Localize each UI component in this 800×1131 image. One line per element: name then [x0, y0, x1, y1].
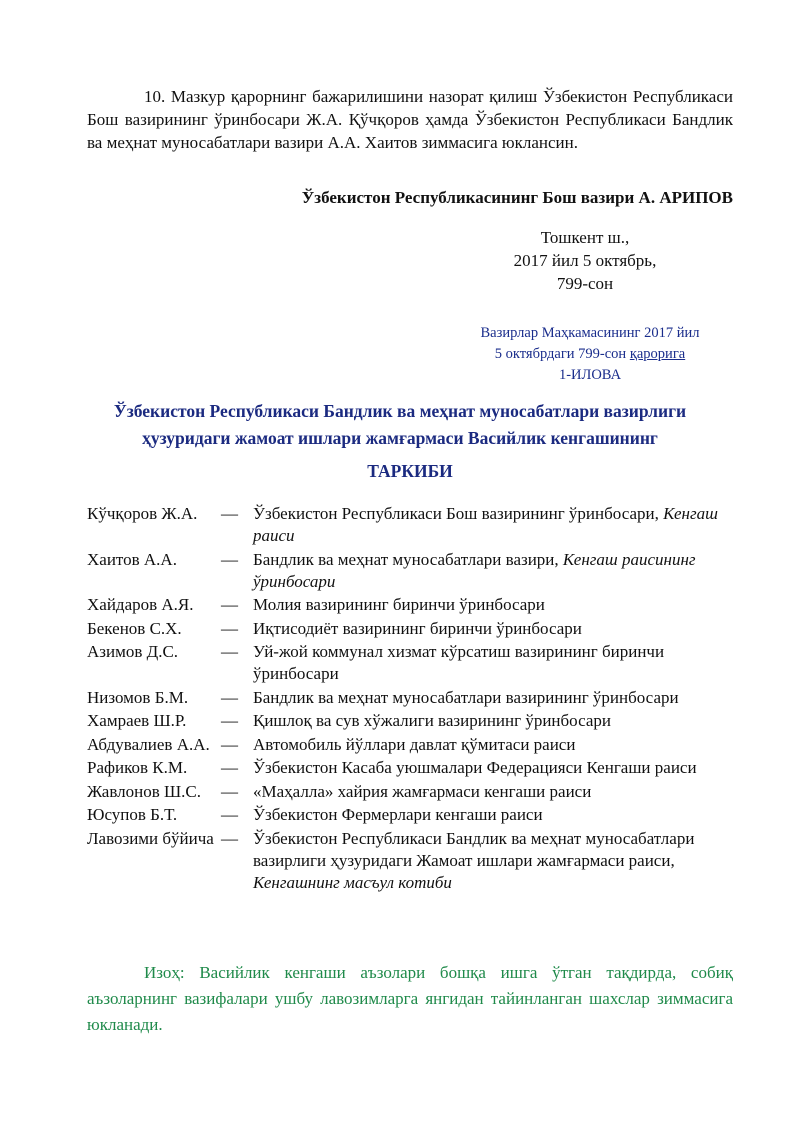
member-row: [87, 781, 733, 803]
annex-line-2-prefix: 5 октябрдаги 799-сон: [494, 346, 630, 362]
position-text: Ўзбекистон Республикаси Бош вазирининг ўринбосари,: [253, 504, 659, 523]
footnote: [87, 960, 733, 1038]
member-position: [253, 503, 733, 547]
decree-link[interactable]: қарорига: [629, 346, 686, 362]
member-name: Рафиков К.М.: [87, 758, 188, 777]
member-row: [87, 828, 733, 894]
member-name: Хайдаров А.Я.: [87, 595, 194, 614]
annex-header: [430, 323, 750, 386]
footnote-text: Изоҳ: Васийлик кенгаши аъзолари бошқа ишга ўтган тақдирда, собиқ аъзоларнинг вазифалари ушбу лавозимларга янгидан тайинланган шахслар зиммасига юкланади.: [87, 963, 733, 1034]
member-dash: —: [221, 781, 238, 801]
member-row: [87, 710, 733, 732]
member-position: Бандлик ва меҳнат муносабатлари вазирининг ўринбосари: [253, 687, 679, 707]
member-name: Кўчқоров Ж.А.: [87, 504, 198, 523]
member-dash: —: [221, 642, 238, 661]
document-subtitle: ТАРКИБИ: [367, 461, 453, 481]
member-position: «Маҳалла» хайрия жамғармаси кенгаши раиси: [253, 781, 592, 801]
annex-line-3: 1-ИЛОВА: [558, 367, 622, 383]
member-row: [87, 641, 733, 685]
member-name: Хамраев Ш.Р.: [87, 711, 187, 730]
annex-line-2: [430, 344, 750, 365]
title-line-1: Ўзбекистон Республикаси Бандлик ва меҳнат муносабатлари вазирлиги: [113, 401, 687, 421]
member-name: Низомов Б.М.: [87, 687, 189, 707]
date-line: 2017 йил 5 октябрь,: [513, 251, 657, 270]
member-name: Жавлонов Ш.С.: [87, 781, 202, 801]
signature-line: Ўзбекистон Республикасининг Бош вазири А. АРИПОВ: [301, 188, 733, 207]
member-position: [253, 549, 733, 593]
member-position: Молия вазирининг биринчи ўринбосари: [253, 595, 545, 614]
position-text: Ўзбекистон Республикаси Бандлик ва меҳнат муносабатлари вазирлиги ҳузуридаги Жамоат ишлари жамғармаси раиси,: [253, 828, 695, 870]
member-row: [87, 734, 733, 756]
role-text: Кенгаш раисининг ўринбосари: [253, 549, 696, 591]
document-title: [60, 398, 740, 452]
member-row: [87, 594, 733, 616]
paragraph-10: [87, 85, 733, 154]
member-position: [253, 828, 733, 894]
role-text: Кенгаш раиси: [253, 504, 718, 545]
member-position: Иқтисодиёт вазирининг биринчи ўринбосари: [253, 618, 582, 638]
member-dash: —: [221, 758, 238, 777]
number-line: 799-сон: [556, 274, 614, 293]
member-dash: —: [221, 687, 238, 707]
member-position: Ўзбекистон Касаба уюшмалари Федерацияси Кенгаши раиси: [253, 758, 697, 777]
paragraph-10-text: 10. Мазкур қарорнинг бажарилишини назорат қилиш Ўзбекистон Республикаси Бош вазирининг ўринбосари Ж.А. Қўчқоров ҳамда Ўзбекистон Республикаси Бандлик ва меҳнат муносабатлари вазири А.А. Хаитов зиммасига юклансин.: [87, 87, 733, 152]
member-row: [87, 549, 733, 593]
member-row: [87, 804, 733, 826]
member-position: Қишлоқ ва сув хўжалиги вазирининг ўринбосари: [253, 711, 611, 730]
place-date-block: [470, 226, 700, 295]
title-line-2: ҳузуридаги жамоат ишлари жамғармаси Васийлик кенгашининг: [142, 428, 658, 448]
member-dash: —: [221, 504, 238, 523]
member-name: Хаитов А.А.: [87, 549, 177, 569]
member-name: Абдувалиев А.А.: [87, 734, 210, 754]
member-position: Автомобиль йўллари давлат қўмитаси раиси: [253, 734, 576, 754]
member-dash: —: [221, 595, 238, 614]
members-list: [87, 503, 733, 895]
member-dash: —: [221, 734, 238, 754]
member-row: [87, 503, 733, 547]
member-position: Уй-жой коммунал хизмат кўрсатиш вазирининг биринчи ўринбосари: [253, 642, 665, 683]
member-name: Бекенов С.Х.: [87, 618, 182, 638]
member-row: [87, 757, 733, 779]
member-dash: —: [221, 549, 238, 569]
member-dash: —: [221, 828, 238, 848]
place-line: Тошкент ш.,: [540, 228, 630, 247]
position-text: Бандлик ва меҳнат муносабатлари вазири,: [253, 549, 559, 569]
member-name: Лавозими бўйича: [87, 828, 214, 848]
member-dash: —: [221, 618, 238, 638]
member-row: [87, 687, 733, 709]
member-name: Юсупов Б.Т.: [87, 805, 178, 824]
member-dash: —: [221, 711, 238, 730]
annex-line-1: Вазирлар Маҳкамасининг 2017 йил: [480, 325, 700, 341]
member-dash: —: [221, 805, 238, 824]
member-row: [87, 618, 733, 640]
member-name: Азимов Д.С.: [87, 642, 179, 661]
member-position: Ўзбекистон Фермерлари кенгаши раиси: [253, 805, 543, 824]
role-text: Кенгашнинг масъул котиби: [253, 872, 452, 892]
